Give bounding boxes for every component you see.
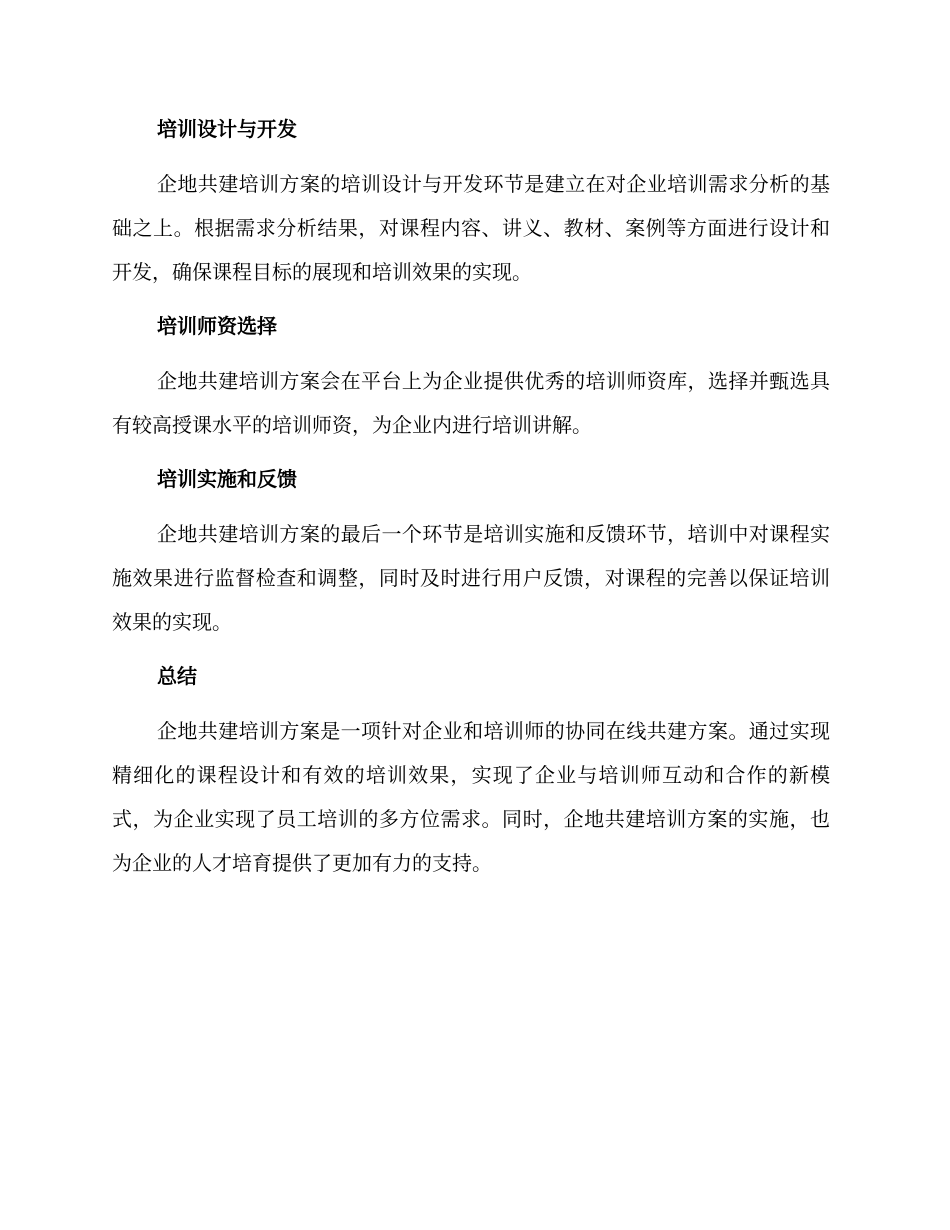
- section-paragraph: 企地共建培训方案的培训设计与开发环节是建立在对企业培训需求分析的基础之上。根据需求分析结果，对课程内容、讲义、教材、案例等方面进行设计和开发，确保课程目标的展现和培训效果的实现。: [112, 172, 830, 284]
- section-implementation-feedback: [112, 462, 830, 644]
- section-heading: 培训师资选择: [157, 314, 277, 338]
- section-heading: 总结: [157, 664, 197, 688]
- section-paragraph: 企地共建培训方案会在平台上为企业提供优秀的培训师资库，选择并甄选具有较高授课水平的培训师资，为企业内进行培训讲解。: [112, 369, 830, 437]
- section-heading: 培训设计与开发: [157, 117, 297, 141]
- section-heading: 培训实施和反馈: [157, 467, 297, 491]
- section-training-design: [112, 112, 830, 294]
- document-body: [112, 112, 830, 900]
- section-paragraph: 企地共建培训方案是一项针对企业和培训师的协同在线共建方案。通过实现精细化的课程设计和有效的培训效果，实现了企业与培训师互动和合作的新模式，为企业实现了员工培训的多方位需求。同时，企地共建培训方案的实施，也为企业的人才培育提供了更加有力的支持。: [112, 719, 830, 875]
- section-trainer-selection: [112, 309, 830, 447]
- section-paragraph: 企地共建培训方案的最后一个环节是培训实施和反馈环节，培训中对课程实施效果进行监督检查和调整，同时及时进行用户反馈，对课程的完善以保证培训效果的实现。: [112, 522, 830, 634]
- section-summary: [112, 659, 830, 885]
